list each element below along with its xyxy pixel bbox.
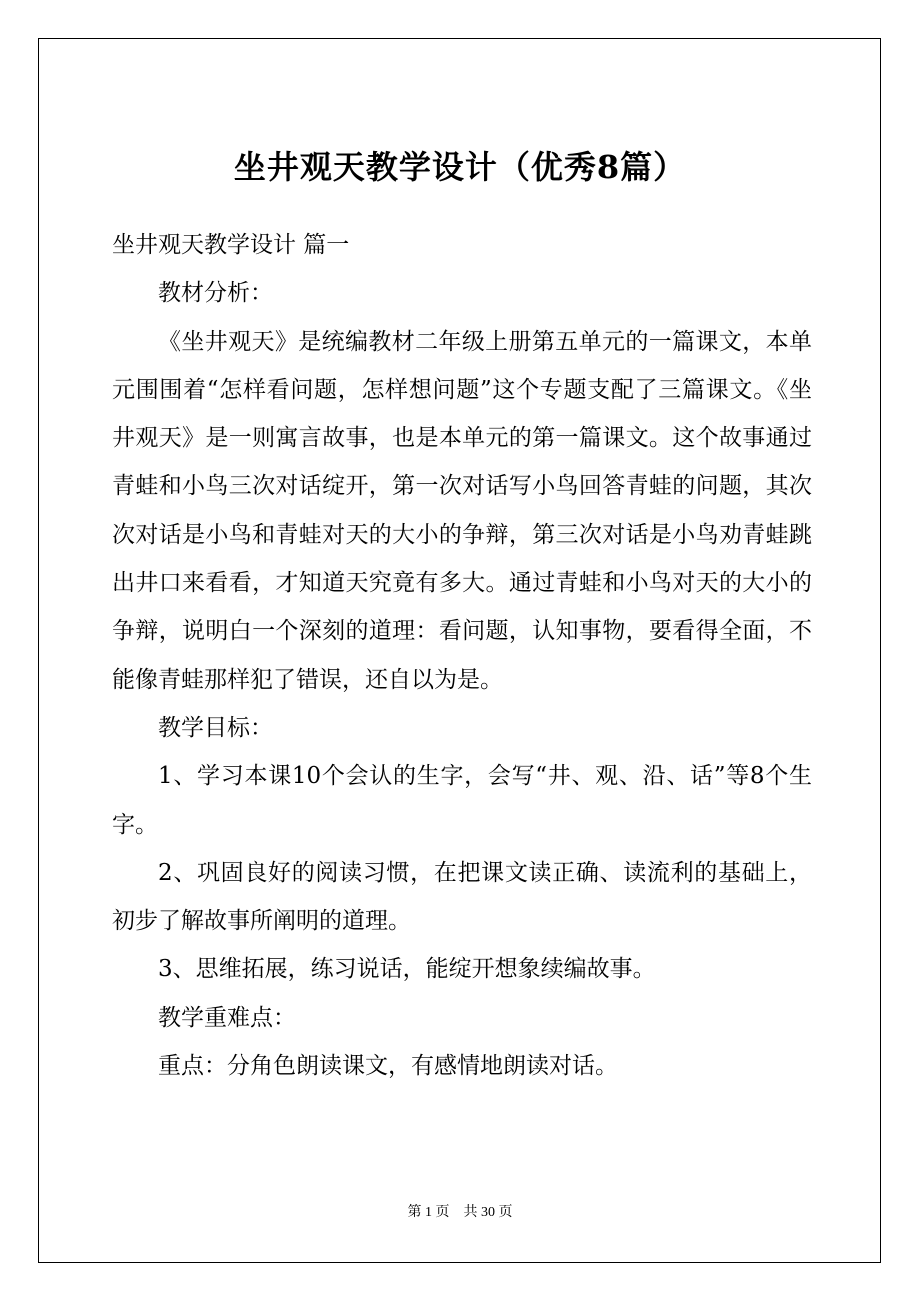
document-title: 坐井观天教学设计（优秀8篇） xyxy=(233,148,687,186)
page-total: 共 30 页 xyxy=(463,1205,513,1220)
page-number: 第 1 页 xyxy=(407,1205,450,1220)
page-footer xyxy=(0,1203,920,1223)
section-heading: 坐井观天教学设计 篇一 xyxy=(112,232,350,258)
paragraph-textbook-analysis-heading: 教材分析： xyxy=(158,280,273,307)
paragraph-key-point: 重点：分角色朗读课文，有感情地朗读对话。 xyxy=(158,1053,618,1080)
paragraph-teaching-goals-heading: 教学目标： xyxy=(158,714,273,741)
paragraph-key-points-heading: 教学重难点： xyxy=(158,1004,296,1031)
paragraph-goal-1: 1、学习本课10个会认的生字，会写“井、观、沿、话”等8个生字。 xyxy=(112,763,812,838)
paragraph-goal-2: 2、巩固良好的阅读习惯，在把课文读正确、读流利的基础上，初步了解故事所阐明的道理。 xyxy=(112,859,812,935)
paragraph-textbook-analysis: 《坐井观天》是统编教材二年级上册第五单元的一篇课文，本单元围围着“怎样看问题，怎样想问题”这个专题支配了三篇课文。《坐井观天》是一则寓言故事，也是本单元的第一篇课文。这个故事通过青蛙和小鸟三次对话绽开，第一次对话写小鸟回答青蛙的问题，其次次对话是小鸟和青蛙对天的大小的争辩，第三次对话是小鸟劝青蛙跳出井口来看看，才知道天究竟有多大。通过青蛙和小鸟对天的大小的争辩，说明白一个深刻的道理：看问题，认知事物，要看得全面，不能像青蛙那样犯了错误，还自以为是。 xyxy=(112,328,812,693)
paragraph-goal-3: 3、思维拓展，练习说话，能绽开想象续编故事。 xyxy=(158,956,656,983)
document-body xyxy=(112,221,812,1090)
